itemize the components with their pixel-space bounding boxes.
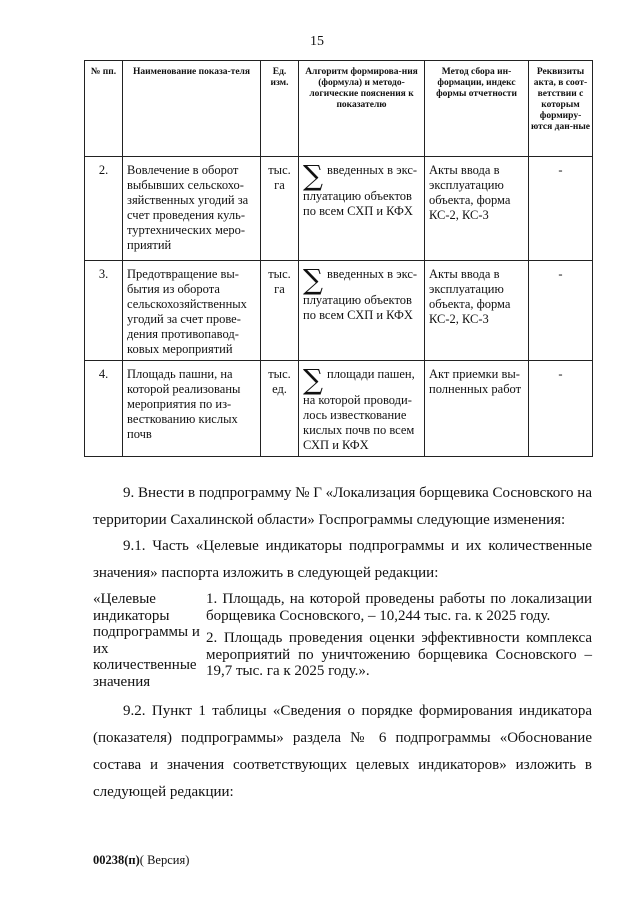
row-name: Вовлечение в оборот выбывших сельскохо-зяйственных угодий за счет проведения куль-туртехнических меро-приятий [123,157,261,261]
row-num: 2. [85,157,123,261]
header-act: Реквизиты акта, в соот-ветствии с которым формиру-ются дан-ные [529,61,593,157]
table-header-row [85,61,593,157]
passport-item-1: 1. Площадь, на которой проведены работы по локализации борщевика Сосновского, – 10,244 тыс. га. к 2025 году. [206,591,592,624]
algorithm-text: площади пашен, на которой проводи-лось известкование кислых почв по всем СХП и КФХ [303,367,415,452]
row-method: Акт приемки вы-полненных работ [425,361,529,457]
paragraph-9-1: 9.1. Часть «Целевые индикаторы подпрограммы и их количественные значения» паспорта изложить в следующей редакции: [93,538,592,581]
row-act: - [529,157,593,261]
row-num: 3. [85,261,123,361]
sigma-symbol: ∑ [303,159,323,192]
header-method: Метод сбора ин-формации, индекс формы отчетности [425,61,529,157]
row-act: - [529,261,593,361]
algorithm-text: введенных в экс-плуатацию объектов по всем СХП и КФХ [303,163,418,218]
document-version: ( Версия) [139,853,190,867]
row-method: Акты ввода в эксплуатацию объекта, форма КС-2, КС-3 [425,261,529,361]
header-num: № пп. [85,61,123,157]
row-num: 4. [85,361,123,457]
sigma-symbol: ∑ [303,263,323,296]
passport-label: «Целевые индикаторы подпрограммы и их количественные значения [93,591,200,690]
row-unit: тыс. ед. [261,361,299,457]
page-number: 15 [310,34,324,49]
row-unit: тыс. га [261,261,299,361]
row-algorithm [299,361,425,457]
sigma-symbol: ∑ [303,363,323,396]
row-name: Предотвращение вы-бытия из оборота сельскохозяйственных угодий за счет прове-дения противопавод-ковых мероприятий [123,261,261,361]
row-method: Акты ввода в эксплуатацию объекта, форма КС-2, КС-3 [425,157,529,261]
document-code: 00238(п) [93,853,140,867]
footer [93,853,189,868]
row-algorithm [299,157,425,261]
table-row [85,261,593,361]
indicator-table [84,60,593,457]
row-unit: тыс. га [261,157,299,261]
table-row [85,157,593,261]
row-name: Площадь пашни, на которой реализованы мероприятия по из-весткованию кислых почв [123,361,261,457]
paragraph-9: 9. Внести в подпрограмму № Г «Локализация борщевика Сосновского на территории Сахалинской области» Госпрограммы следующие изменения: [93,485,592,528]
table-row [85,361,593,457]
algorithm-text: введенных в экс-плуатацию объектов по всем СХП и КФХ [303,267,418,322]
passport-values [206,591,592,686]
row-act: - [529,361,593,457]
header-name: Наименование показа-теля [123,61,261,157]
paragraph-9-2: 9.2. Пункт 1 таблицы «Сведения о порядке формирования индикатора (показателя) подпрограммы» раздела № 6 подпрограммы «Обоснование состава и значения соответствующих целевых индикаторов» изложить в следующей редакции: [93,703,592,800]
header-unit: Ед. изм. [261,61,299,157]
header-algorithm: Алгоритм формирова-ния (формула) и методо-логические пояснения к показателю [299,61,425,157]
row-algorithm [299,261,425,361]
passport-item-2: 2. Площадь проведения оценки эффективности комплекса мероприятий по уничтожению борщевика Сосновского – 19,7 тыс. га к 2025 году.». [206,630,592,679]
